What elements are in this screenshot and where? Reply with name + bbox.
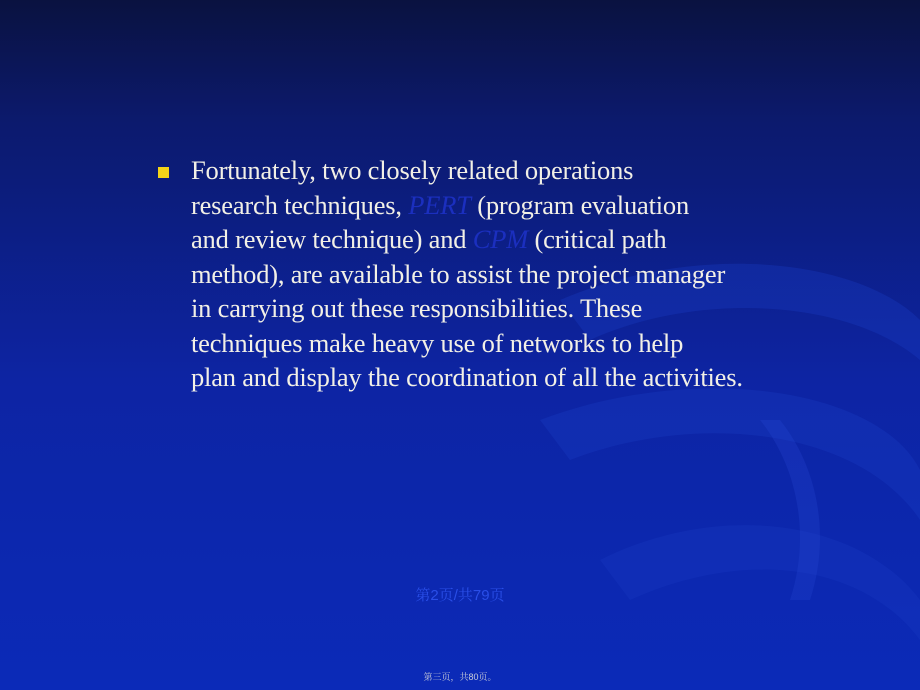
text-line-3-pre: and review technique) and bbox=[191, 224, 473, 254]
text-line-7: plan and display the coordination of all the activities. bbox=[191, 362, 743, 392]
text-line-3 bbox=[191, 222, 776, 257]
bullet-paragraph bbox=[191, 153, 776, 395]
text-line-6: techniques make heavy use of networks to help bbox=[191, 327, 684, 358]
page-number-label: 第2页/共79页 bbox=[415, 587, 505, 604]
pert-term: PERT bbox=[408, 189, 471, 220]
square-bullet-icon bbox=[158, 167, 169, 178]
slide-bullet bbox=[156, 153, 776, 395]
text-line-2-pre: research techniques, bbox=[191, 189, 409, 220]
text-line-2-post: (program evaluation bbox=[470, 189, 689, 220]
text-line-5: in carrying out these responsibilities. These bbox=[191, 293, 643, 323]
text-line-2 bbox=[191, 188, 776, 223]
text-line-4: method), are available to assist the project manager bbox=[191, 258, 726, 289]
page-number-small-label: 第三页，共80页。 bbox=[423, 672, 497, 682]
cpm-term: CPM bbox=[472, 224, 529, 254]
text-line-1: Fortunately, two closely related operations bbox=[191, 155, 634, 185]
text-line-3-post: (critical path bbox=[528, 224, 667, 254]
